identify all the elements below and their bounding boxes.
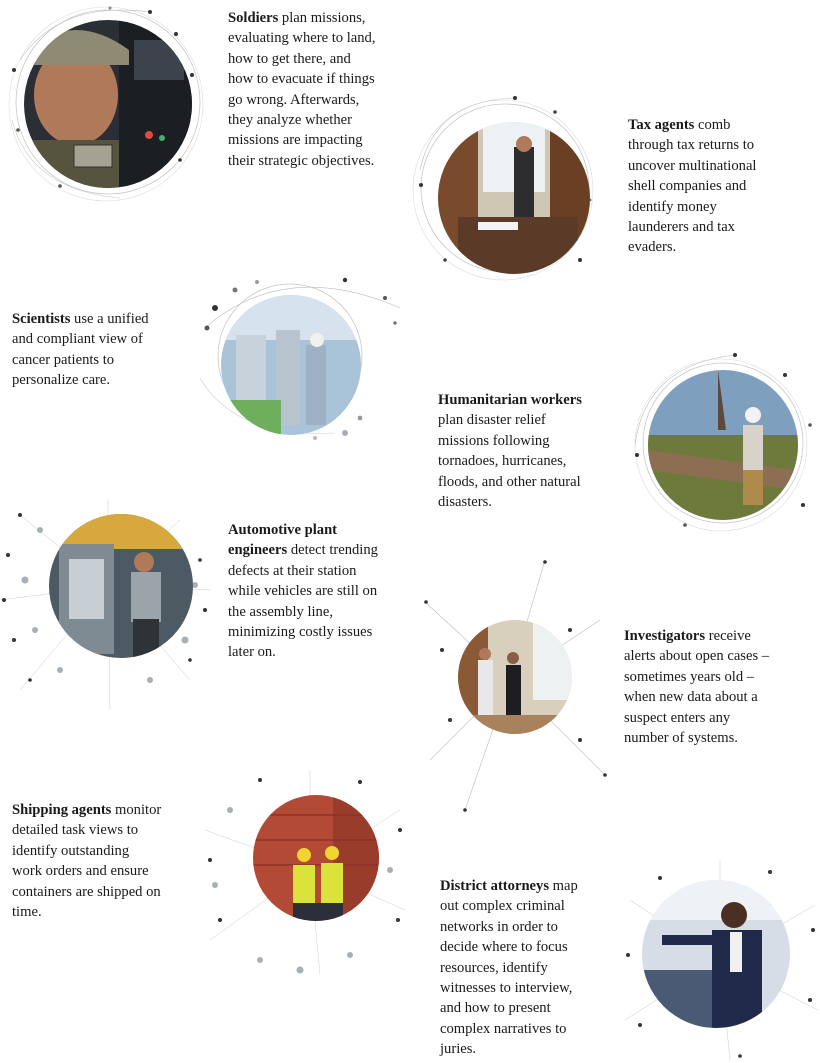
automotive-plant-engineers-description xyxy=(228,520,378,663)
soldiers-title: Soldiers xyxy=(228,10,279,26)
tax-agents-text: comb through tax returns to uncover multinational shell companies and identify money launderers and tax evaders. xyxy=(628,117,757,256)
disaster-relief-photo xyxy=(648,370,798,520)
investigators-description xyxy=(624,626,774,748)
investigators-meeting-photo xyxy=(458,620,572,734)
tax-agents-description xyxy=(628,115,778,258)
district-attorneys-title: District attorneys xyxy=(440,878,550,894)
investigators-title: Investigators xyxy=(624,628,706,644)
district-attorneys-description xyxy=(440,876,590,1060)
humanitarian-workers-description xyxy=(438,390,588,512)
investigators-text: receive alerts about open cases – sometimes years old – when new data about a suspect enters any number of systems. xyxy=(624,628,770,747)
shipping-agents-text: monitor detailed task views to identify outstanding work orders and ensure containers are shipped on time. xyxy=(12,802,162,921)
shipping-agents-description xyxy=(12,800,162,922)
soldiers-description xyxy=(228,8,378,171)
scientists-title: Scientists xyxy=(12,311,71,327)
humanitarian-workers-text: plan disaster relief missions following tornadoes, hurricanes, floods, and other natural disasters. xyxy=(438,412,581,511)
automotive-plant-engineers-title: Automotive plant engineers xyxy=(228,522,338,559)
scientists-description xyxy=(12,309,162,391)
scientists-text: use a unified and compliant view of cancer patients to personalize care. xyxy=(12,311,149,389)
assembly-line-photo xyxy=(49,514,193,658)
soldiers-text: plan missions, evaluating where to land, how to get there, and how to evacuate if things go wrong. Afterwards, they analyze whether missions are impacting their strategic objectives. xyxy=(228,10,376,169)
soldier-in-cockpit-photo xyxy=(24,20,192,188)
humanitarian-workers-title: Humanitarian workers xyxy=(438,392,582,408)
district-attorney-presenting-photo xyxy=(642,880,790,1028)
district-attorneys-text: map out complex criminal networks in order to decide where to focus resources, identify witnesses to interview, and how to present complex narratives to juries. xyxy=(440,878,578,1058)
laboratory-photo xyxy=(221,295,361,435)
automotive-plant-engineers-text: detect trending defects at their station while vehicles are still on the assembly line, minimizing costly issues later on. xyxy=(228,542,378,661)
shipping-agents-title: Shipping agents xyxy=(12,802,112,818)
shipping-containers-photo xyxy=(253,795,379,921)
tax-agents-title: Tax agents xyxy=(628,117,695,133)
tax-agent-office-photo xyxy=(438,122,590,274)
